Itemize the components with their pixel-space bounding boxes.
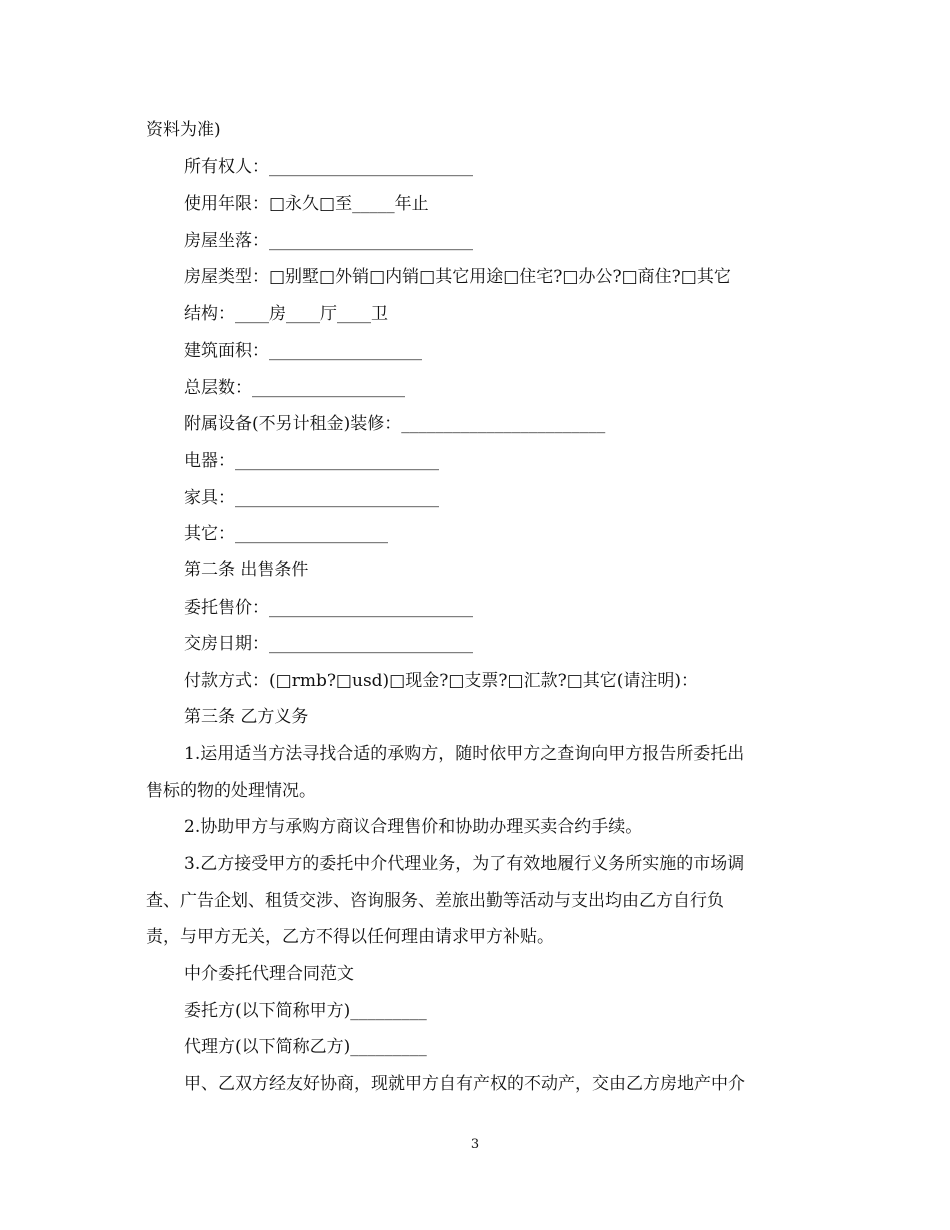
paragraph-line: 查、广告企划、租赁交涉、咨询服务、差旅出勤等活动与支出均由乙方自行负	[146, 891, 724, 911]
appliances-field: 电器：________________________	[184, 451, 439, 471]
agent-field: 代理方(以下简称乙方)_________	[184, 1037, 427, 1057]
section-heading: 中介委托代理合同范文	[184, 964, 354, 984]
asking-price-field: 委托售价：________________________	[184, 598, 473, 618]
owner-field: 所有权人：________________________	[184, 157, 473, 177]
section-heading: 第三条 乙方义务	[184, 707, 309, 727]
fixtures-field: 附属设备(不另计租金)装修：________________________	[184, 414, 606, 434]
paragraph-line: 责，与甲方无关，乙方不得以任何理由请求甲方补贴。	[146, 927, 554, 947]
paragraph-line: 2.协助甲方与承购方商议合理售价和协助办理买卖合约手续。	[184, 817, 643, 837]
location-field: 房屋坐落：________________________	[184, 231, 473, 251]
paragraph-line: 甲、乙双方经友好协商，现就甲方自有产权的不动产，交由乙方房地产中介	[184, 1074, 745, 1094]
section-heading: 第二条 出售条件	[184, 560, 309, 580]
paragraph-line: 3.乙方接受甲方的委托中介代理业务，为了有效地履行义务所实施的市场调	[184, 854, 745, 874]
other-field: 其它：__________________	[184, 524, 388, 544]
structure-field: 结构：____房____厅____卫	[184, 304, 388, 324]
usage-term-field: 使用年限：□永久□至_____年止	[184, 194, 429, 214]
principal-field: 委托方(以下简称甲方)_________	[184, 1001, 427, 1021]
house-type-field: 房屋类型：□别墅□外销□内销□其它用途□住宅?□办公?□商住?□其它	[184, 267, 731, 287]
total-floors-field: 总层数：__________________	[184, 378, 405, 398]
building-area-field: 建筑面积：__________________	[184, 341, 422, 361]
text-line: 资料为准)	[146, 120, 221, 140]
handover-date-field: 交房日期：________________________	[184, 634, 473, 654]
page-number: 3	[470, 1137, 480, 1152]
paragraph-line: 1.运用适当方法寻找合适的承购方，随时依甲方之查询向甲方报告所委托出	[184, 744, 745, 764]
furniture-field: 家具：________________________	[184, 488, 439, 508]
payment-method-field: 付款方式：(□rmb?□usd)□现金?□支票?□汇款?□其它(请注明)：	[184, 671, 699, 691]
paragraph-line: 售标的物的处理情况。	[146, 781, 316, 801]
